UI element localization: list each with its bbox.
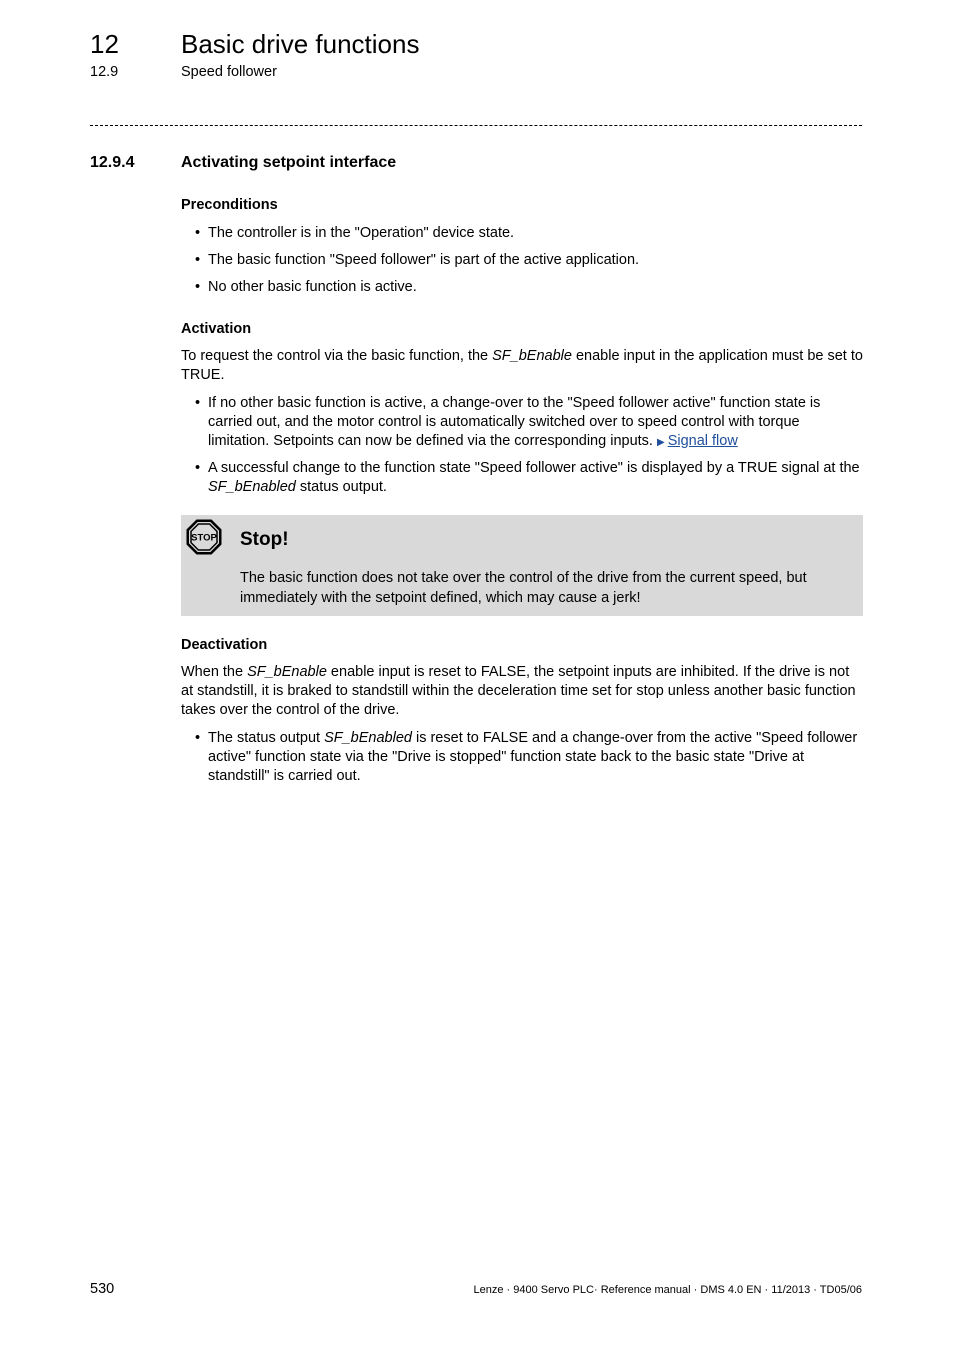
precondition-item: The basic function "Speed follower" is part of the active application. bbox=[208, 252, 640, 268]
activation-intro bbox=[181, 347, 863, 385]
activation-heading: Activation bbox=[181, 321, 252, 337]
subchapter-number: 12.9 bbox=[90, 64, 119, 80]
header-divider bbox=[90, 112, 862, 126]
subchapter-title: Speed follower bbox=[181, 64, 277, 80]
activation-bullet-text: A successful change to the function state "Speed follower active" is displayed by a TRUE signal at the bbox=[208, 460, 860, 476]
variable-name: SF_bEnabled bbox=[324, 730, 412, 746]
stop-sign-icon bbox=[185, 518, 223, 556]
deactivation-intro-text: enable input is reset to FALSE, the setpoint inputs are inhibited. If the drive is not at standstill, it is braked to standstill within the deceleration time set for stop unless another basic function takes over the control of the drive. bbox=[181, 664, 856, 718]
variable-name: SF_bEnable bbox=[492, 348, 572, 364]
signal-flow-link[interactable]: Signal flow bbox=[667, 433, 738, 449]
activation-intro-text: enable input in the application must be set to TRUE. bbox=[181, 348, 863, 383]
activation-bullet-text: status output. bbox=[295, 479, 387, 495]
deactivation-intro-text: When the bbox=[181, 664, 248, 680]
deactivation-heading: Deactivation bbox=[181, 637, 268, 653]
section-title: Activating setpoint interface bbox=[181, 154, 397, 171]
page-number: 530 bbox=[90, 1281, 115, 1297]
variable-name: SF_bEnable bbox=[247, 664, 327, 680]
bullet-marker: • bbox=[195, 460, 201, 476]
preconditions-heading: Preconditions bbox=[181, 197, 278, 213]
deactivation-intro bbox=[181, 663, 863, 720]
bullet-marker: • bbox=[195, 730, 201, 746]
deactivation-bullet bbox=[208, 729, 862, 786]
stop-notice-text: The basic function does not take over the control of the drive from the current speed, but immediately with the setpoint defined, which may cause a jerk! bbox=[240, 570, 807, 606]
link-arrow-icon: ▶ bbox=[656, 437, 665, 448]
activation-bullet bbox=[208, 459, 862, 497]
section-number: 12.9.4 bbox=[90, 154, 135, 171]
bullet-marker: • bbox=[195, 252, 201, 268]
bullet-marker: • bbox=[195, 279, 201, 295]
activation-intro-text: To request the control via the basic function, the bbox=[181, 348, 493, 364]
bullet-marker: • bbox=[195, 395, 201, 411]
variable-name: SF_bEnabled bbox=[208, 479, 296, 495]
document-info: Lenze · 9400 Servo PLC· Reference manual · DMS 4.0 EN · 11/2013 · TD05/06 bbox=[473, 1284, 862, 1296]
deactivation-bullet-text: The status output bbox=[208, 730, 325, 746]
stop-icon-label: STOP bbox=[191, 532, 217, 544]
stop-heading: Stop! bbox=[240, 529, 289, 550]
precondition-item: No other basic function is active. bbox=[208, 279, 417, 295]
deactivation-bullet-text: is reset to FALSE and a change-over from the active "Speed follower active" function state via the "Drive is stopped" function state back to the basic state "Drive at standstill" is carried out. bbox=[208, 730, 858, 784]
activation-bullet bbox=[208, 394, 862, 452]
activation-bullet-text: If no other basic function is active, a change-over to the "Speed follower active" function state is carried out, and the motor control is automatically switched over to speed control with torque limitation. Setpoints can now be defined via the corresponding inputs. bbox=[208, 395, 821, 449]
chapter-title: Basic drive functions bbox=[181, 29, 420, 59]
chapter-number: 12 bbox=[90, 29, 119, 59]
precondition-item: The controller is in the "Operation" device state. bbox=[208, 225, 515, 241]
bullet-marker: • bbox=[195, 225, 201, 241]
